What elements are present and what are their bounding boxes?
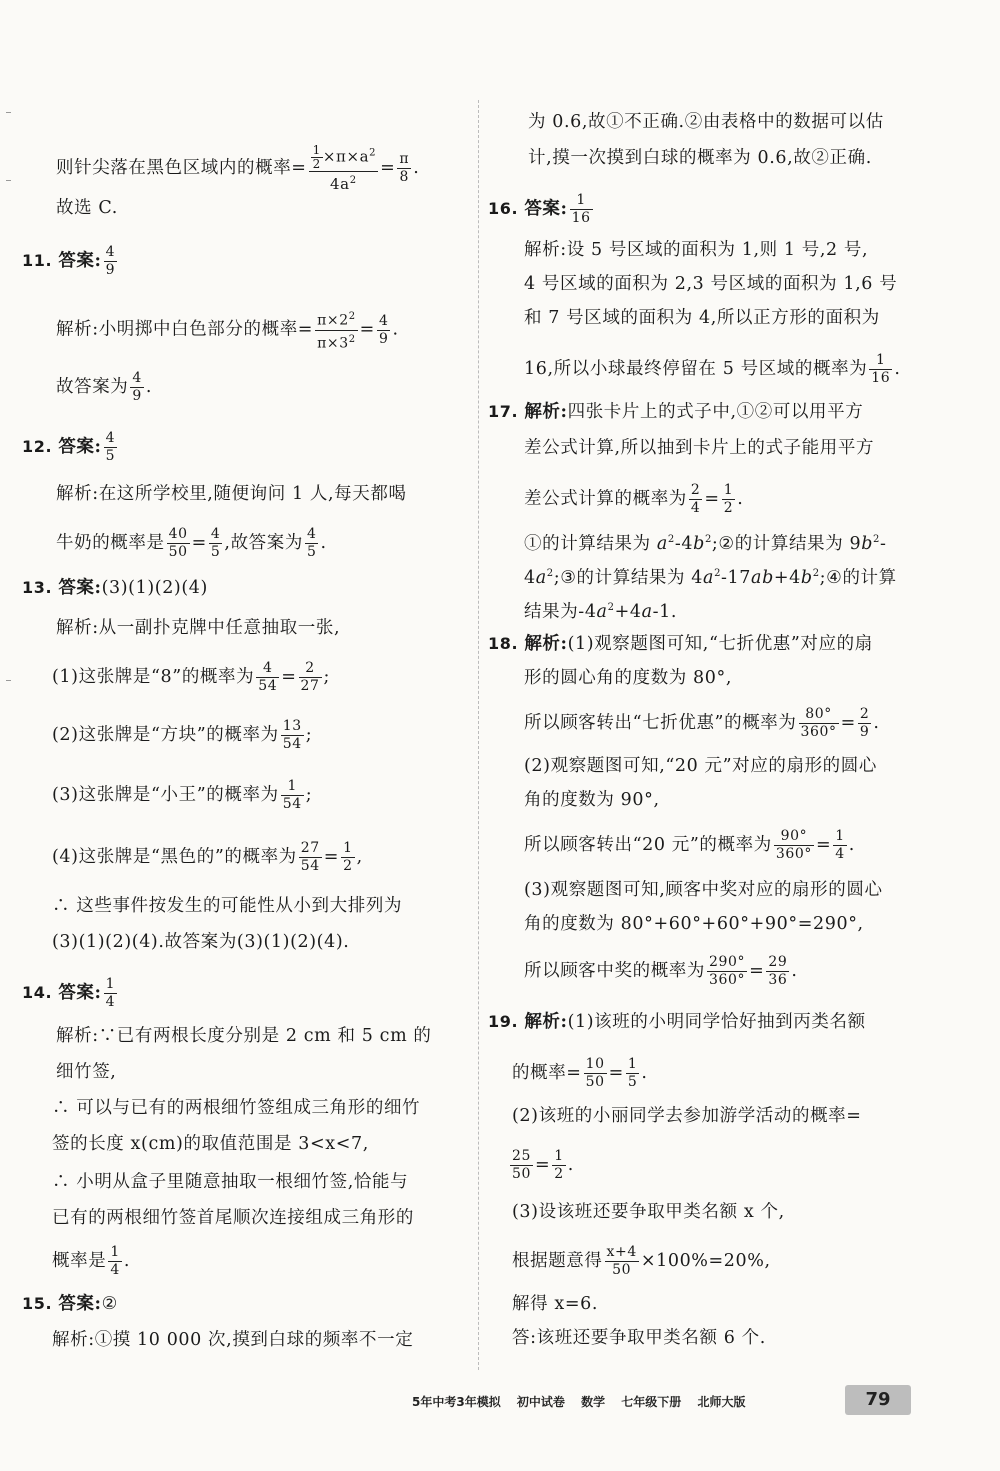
fraction: $\frac{1}{2}$ $\times\pi\times a^2$ $4a^2$: [309, 144, 379, 193]
q15-continued-1: 为 0.6,故①不正确.②由表格中的数据可以估: [528, 112, 884, 132]
q13-analysis-5: (4)这张牌是“黑色的”的概率为 $\frac{27}{54}$ = $\frac{1}{2}$ ,: [52, 840, 363, 874]
q14-analysis-4: 签的长度 x(cm)的取值范围是 3<x<7,: [52, 1134, 369, 1154]
q16-analysis-2: 4 号区域的面积为 2,3 号区域的面积为 1,6 号: [524, 274, 898, 294]
q11-analysis: 解析:小明掷中白色部分的概率= $\frac{\pi\times 2^2}{\pi\times 3^2}$ = $\frac{4}{9}$ .: [56, 308, 399, 352]
q19-analysis-7: 解得 x=6.: [512, 1294, 598, 1314]
q18-analysis-7: (3)观察题图可知,顾客中奖对应的扇形的圆心: [524, 880, 883, 900]
q13-analysis-2: (1)这张牌是“8”的概率为 $\frac{4}{54}$ = $\frac{2}{27}$ ;: [52, 660, 331, 694]
q16-analysis-4: 16,所以小球最终停留在 5 号区域的概率为 $\frac{1}{16}$ .: [524, 352, 901, 386]
q13-analysis-7: (3)(1)(2)(4).故答案为(3)(1)(2)(4).: [52, 932, 350, 952]
q19-analysis-6: 根据题意得 $\frac{x+4}{50}$ ×100%=20%,: [512, 1244, 771, 1278]
q15-analysis-1: 解析:①摸 10 000 次,摸到白球的频率不一定: [52, 1330, 414, 1350]
q17-analysis-1: 17. 解析:四张卡片上的式子中,①②可以用平方: [488, 402, 864, 422]
q18-analysis-6: 所以顾客转出“20 元”的概率为 $\frac{90^\circ}{360^\circ}$ = $\frac{1}{4}$ .: [524, 828, 855, 862]
q17-analysis-5: $4a^2;③$的计算结果为 $4a^2-17ab+4b^2;④$的计算: [524, 567, 897, 588]
q18-analysis-4: (2)观察题图可知,“20 元”对应的扇形的圆心: [524, 756, 877, 776]
q17-analysis-4: ①的计算结果为 $a^2-4b^2;②$的计算结果为 $9b^2-$: [524, 533, 887, 554]
page-number: 79: [845, 1385, 911, 1415]
q12-analysis-1: 解析:在这所学校里,随便询问 1 人,每天都喝: [56, 484, 407, 504]
q14-analysis-1: 解析:∵已有两根长度分别是 2 cm 和 5 cm 的: [56, 1026, 432, 1046]
q14-analysis-7: 概率是 $\frac{1}{4}$ .: [52, 1244, 130, 1278]
q17-analysis-3: 差公式计算的概率为 $\frac{2}{4}$ = $\frac{1}{2}$ .: [524, 482, 744, 516]
q19-analysis-8: 答:该班还要争取甲类名额 6 个.: [512, 1328, 766, 1348]
q14-analysis-5: ∴ 小明从盒子里随意抽取一根细竹签,恰能与: [52, 1172, 409, 1192]
footer-series: 初中试卷: [516, 1395, 565, 1409]
right-column: [488, 0, 1000, 1380]
q18-analysis-9: 所以顾客中奖的概率为 $\frac{290^\circ}{360^\circ}$ = $\frac{29}{36}$ .: [524, 954, 798, 988]
q17-analysis-6: 结果为$-4a^2+4a-1$.: [524, 601, 678, 622]
page-footer: [412, 1393, 758, 1410]
q16-answer: 16. 答案: $\frac{1}{16}$: [488, 192, 591, 226]
q18-analysis-1: 18. 解析:(1)观察题图可知,“七折优惠”对应的扇: [488, 634, 873, 654]
q12-analysis-2: 牛奶的概率是 $\frac{40}{50}$ = $\frac{4}{5}$ ,故答案为 $\frac{4}{5}$ .: [56, 526, 327, 560]
q13-analysis-3: (2)这张牌是“方块”的概率为 $\frac{13}{54}$ ;: [52, 718, 313, 752]
q11-conclusion: 故答案为 $\frac{4}{9}$ .: [56, 370, 153, 404]
q19-analysis-3: (2)该班的小丽同学去参加游学活动的概率=: [512, 1106, 862, 1126]
q13-analysis-6: ∴ 这些事件按发生的可能性从小到大排列为: [52, 896, 403, 916]
footer-edition: 北师大版: [697, 1395, 746, 1409]
column-divider: [478, 100, 480, 1370]
footer-grade: 七年级下册: [621, 1395, 682, 1409]
choose-c-line: 故选 C.: [56, 198, 118, 218]
q13-analysis-4: (3)这张牌是“小王”的概率为 $\frac{1}{54}$ ;: [52, 778, 313, 812]
footer-subject: 数学: [581, 1395, 606, 1409]
answer-fraction: $\frac{4}{9}$: [105, 244, 116, 278]
q19-analysis-2: 的概率= $\frac{10}{50}$ = $\frac{1}{5}$ .: [512, 1056, 648, 1090]
left-column: [0, 0, 480, 1380]
q19-analysis-1: 19. 解析:(1)该班的小明同学恰好抽到丙类名额: [488, 1012, 866, 1032]
q13-analysis-1: 解析:从一副扑克牌中任意抽取一张,: [56, 618, 341, 638]
q14-analysis-6: 已有的两根细竹签首尾顺次连接组成三角形的: [52, 1208, 414, 1228]
q17-analysis-2: 差公式计算,所以抽到卡片上的式子能用平方: [524, 438, 875, 458]
q14-answer: 14. 答案: $\frac{1}{4}$: [22, 976, 116, 1010]
q16-analysis-1: 解析:设 5 号区域的面积为 1,则 1 号,2 号,: [524, 240, 869, 260]
q15-answer: 15. 答案:②: [22, 1294, 118, 1314]
q14-analysis-3: ∴ 可以与已有的两根细竹签组成三角形的细竹: [52, 1098, 421, 1118]
q19-analysis-4: $\frac{25}{50}$ = $\frac{1}{2}$ .: [512, 1148, 574, 1182]
q12-answer: 12. 答案: $\frac{4}{5}$: [22, 430, 116, 464]
q18-analysis-3: 所以顾客转出“七折优惠”的概率为 $\frac{80^\circ}{360^\circ}$ = $\frac{2}{9}$ .: [524, 706, 880, 740]
probability-black-area-line: 则针尖落在黑色区域内的概率= $\frac{1}{2}$ $\times\pi\times a^2$ $4a^2$ = $\frac{\pi}{8}$ .: [56, 143, 420, 193]
q15-continued-2: 计,摸一次摸到白球的概率为 0.6,故②正确.: [528, 148, 872, 168]
fraction: $\frac{\pi}{8}$: [399, 151, 410, 185]
q18-analysis-2: 形的圆心角的度数为 80°,: [524, 668, 733, 688]
q16-analysis-3: 和 7 号区域的面积为 4,所以正方形的面积为: [524, 308, 880, 328]
q19-analysis-5: (3)设该班还要争取甲类名额 x 个,: [512, 1202, 785, 1222]
q18-analysis-5: 角的度数为 90°,: [524, 790, 660, 810]
q18-analysis-8: 角的度数为 80°+60°+60°+90°=290°,: [524, 914, 864, 934]
q13-answer: 13. 答案:(3)(1)(2)(4): [22, 578, 208, 598]
q11-answer: 11. 答案: $\frac{4}{9}$: [22, 244, 116, 278]
footer-brand: 5年中考3年模拟: [412, 1395, 501, 1409]
q14-analysis-2: 细竹签,: [56, 1062, 117, 1082]
